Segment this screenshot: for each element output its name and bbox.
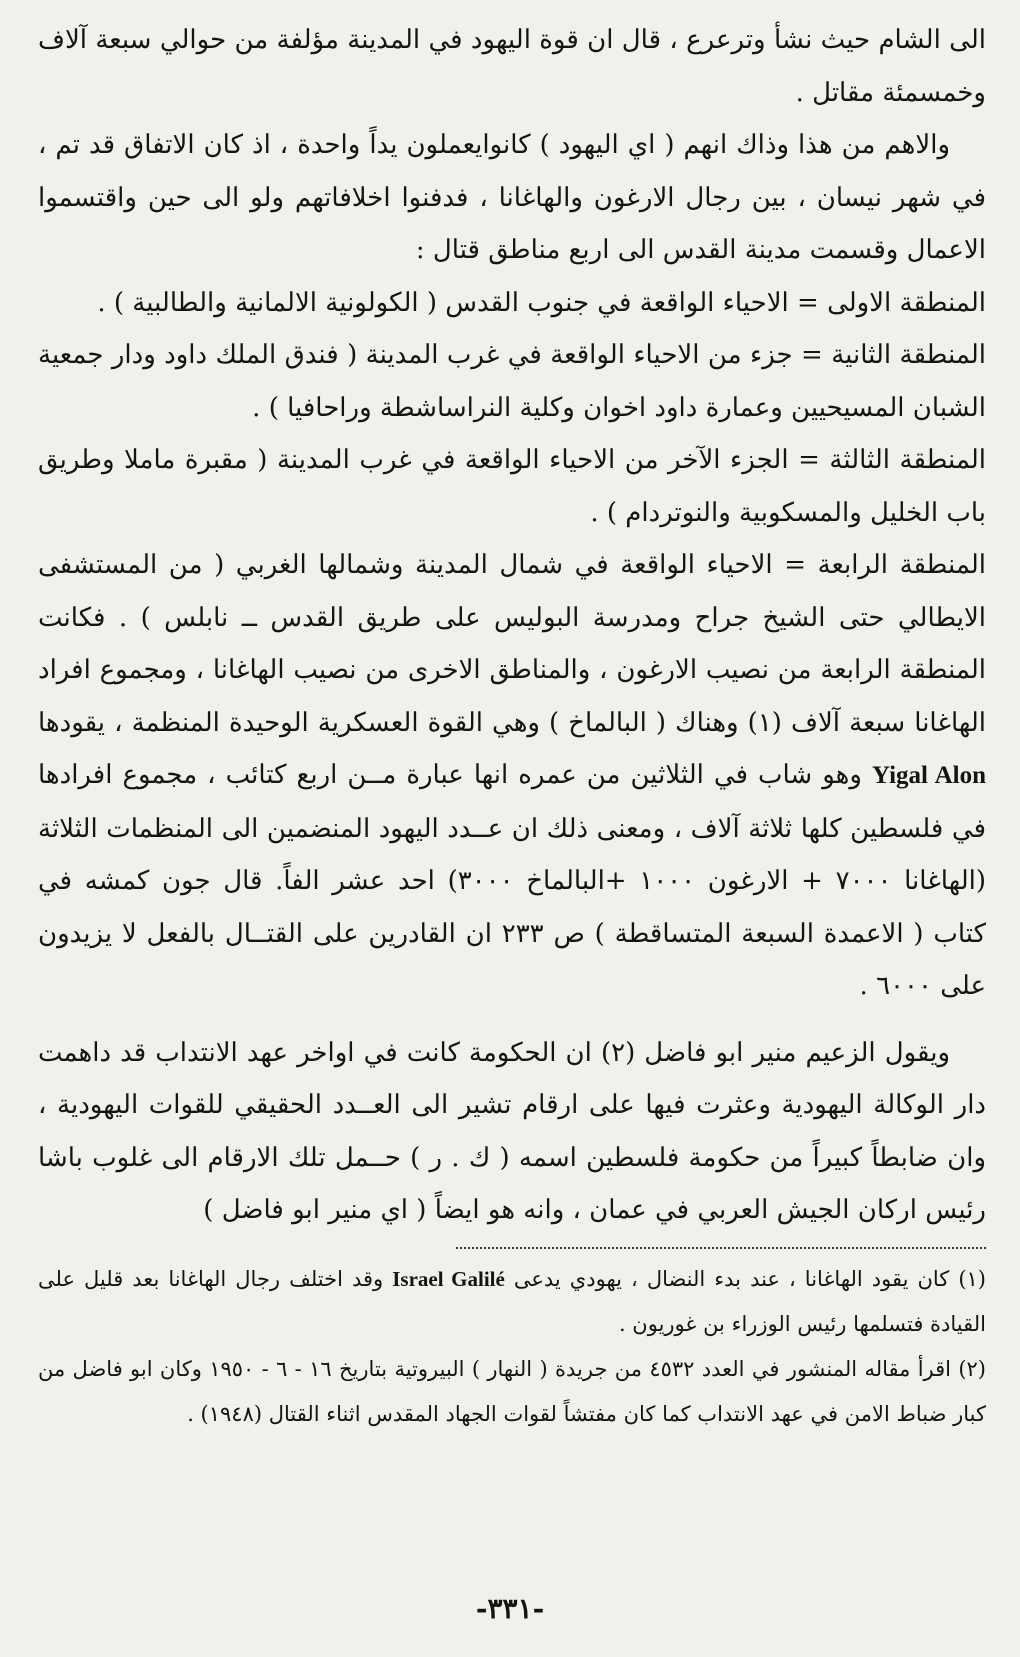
paragraph-3-end: وهو شاب في الثلاثين من عمره انها عبارة مــن اربع كتائب ، مجموع افرادها في فلسطين كلها ثلاثة آلاف ، ومعنى ذلك ان عــدد اليهود المنضمين الى المنظمات الثلاثة (الهاغانا ٧٠٠٠ + الارغون ١٠٠٠ +البالماخ ٣٠٠٠) احد عشر الفاً. قال جون كمشه في كتاب ( الاعمدة السبعة المتساقطة ) ص ٢٣٣ ان القادرين على القتــال بالفعل لا يزيدون على ٦٠٠٠ .: [38, 760, 986, 1001]
paragraph-3-start: فكانت المنطقة الرابعة من نصيب الارغون ، والمناطق الاخرى من نصيب الهاغانا ، ومجموع افراد الهاغانا سبعة آلاف (١) وهناك ( البالماخ ) وهي القوة العسكرية الوحيدة المنظمة ، يقودها: [38, 602, 987, 738]
zone-1: [38, 277, 986, 330]
footnote-rule-wrap: [38, 1237, 986, 1257]
zone-4: [38, 539, 986, 1013]
zone-3: [38, 434, 986, 539]
paragraph-spacer: [38, 1013, 986, 1027]
zone-2-text: = جزء من الاحياء الواقعة في غرب المدينة ( فندق الملك داود ودار جمعية الشبان المسيحيين وعمارة داود اخوان وكلية النراساشطة وراحافيا ) .: [38, 340, 986, 423]
paragraph-2: والاهم من هذا وذاك انهم ( اي اليهود ) كانوايعملون يداً واحدة ، اذ كان الاتفاق قد تم ، في شهر نيسان ، بين رجال الارغون والهاغانا ، فدفنوا اخلافاتهم ولو الى حين واقتسموا الاعمال وقسمت مدينة القدس الى اربع مناطق قتال :: [38, 130, 986, 265]
main-text: [38, 14, 986, 1237]
footnote-1-latin: Israel Galilé: [392, 1266, 505, 1291]
paragraph-final: ويقول الزعيم منير ابو فاضل (٢) ان الحكومة كانت في اواخر عهد الانتداب قد داهمت دار الوكالة اليهودية وعثرت فيها على ارقام تشير الى العــدد الحقيقي للقوات اليهودية ، وان ضابطاً كبيراً من حكومة فلسطين اسمه ( ك . ر ) حــمل تلك الارقام الى غلوب باشا رئيس اركان الجيش العربي في عمان ، وانه هو ايضاً ( اي منير ابو فاضل ): [38, 1037, 986, 1225]
zone-1-label: المنطقة الاولى: [827, 287, 986, 318]
footnote-1: [38, 1257, 986, 1347]
commander-name-latin: Yigal Alon: [871, 762, 987, 789]
footnote-separator: [456, 1247, 986, 1249]
zone-4-text: = الاحياء الواقعة في شمال المدينة وشمالها الغربي ( من المستشفى الايطالي حتى الشيخ جراح ومدرسة البوليس على طريق القدس ــ نابلس ) .: [38, 550, 987, 633]
zone-2: [38, 329, 986, 434]
zone-4-label: المنطقة الرابعة: [817, 550, 987, 580]
footnote-1-end: وقد اختلف رجال الهاغانا بعد قليل على القيادة فتسلمها رئيس الوزراء بن غوريون .: [38, 1266, 986, 1336]
zone-3-label: المنطقة الثالثة: [829, 445, 986, 475]
paragraph-1: الى الشام حيث نشأ وترعرع ، قال ان قوة اليهود في المدينة مؤلفة من حوالي سبعة آلاف وخمسمئة مقاتل .: [38, 25, 986, 108]
zone-1-text: = الاحياء الواقعة في جنوب القدس ( الكولونية الالمانية والطالبية ) .: [97, 287, 819, 318]
zone-3-text: = الجزء الآخر من الاحياء الواقعة في غرب المدينة ( مقبرة ماملا وطريق باب الخليل والمسكوبية والنوتردام ) .: [38, 445, 986, 528]
footnote-2: (٢) اقرأ مقاله المنشور في العدد ٤٥٣٢ من جريدة ( النهار ) البيروتية بتاريخ ١٦ - ٦ - ١٩٥٠ وكان ابو فاضل من كبار ضباط الامن في عهد الانتداب كما كان مفتشاً لقوات الجهاد المقدس اثناء القتال (١٩٤٨) .: [38, 1356, 986, 1426]
footnote-1-start: (١) كان يقود الهاغانا ، عند بدء النضال ، يهودي يدعى: [513, 1266, 986, 1291]
zone-2-label: المنطقة الثانية: [831, 340, 986, 370]
page-number: -٣٣١-: [475, 1592, 545, 1625]
footnotes: [38, 1257, 986, 1437]
